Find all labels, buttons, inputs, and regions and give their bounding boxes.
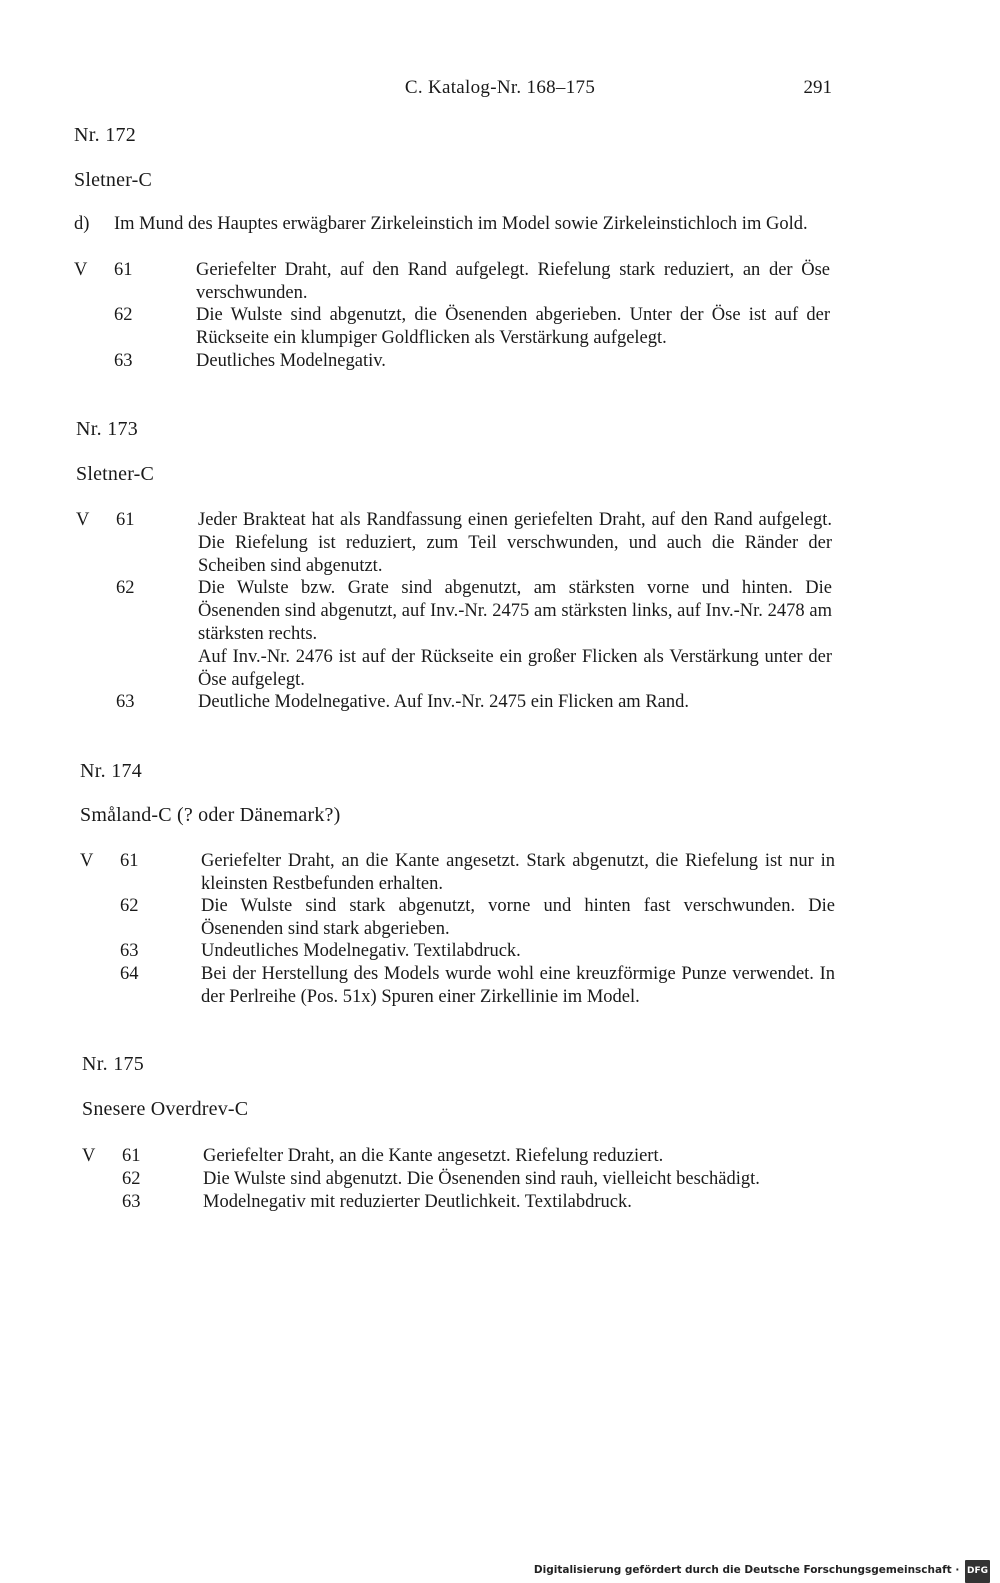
entry-number: 61	[116, 510, 135, 530]
dfg-logo: DFG	[965, 1560, 990, 1583]
entry-text: Im Mund des Hauptes erwägbarer Zirkeleinstich im Model sowie Zirkeleinstichloch im Gold.	[114, 214, 808, 234]
entry-number: 63	[116, 692, 135, 712]
find-place: Sletner-C	[76, 463, 155, 485]
entry-number: 63	[114, 351, 133, 371]
digitization-credit	[534, 1559, 990, 1583]
entry-text: Geriefelter Draht, an die Kante angesetzt. Stark abgenutzt, die Riefelung ist nur in kleinsten Restbefunden erhalten.	[201, 851, 835, 894]
entry	[80, 963, 840, 1009]
entry-number: 61	[122, 1146, 141, 1166]
entry	[74, 350, 836, 373]
running-title: C. Katalog-Nr. 168–175	[404, 77, 596, 98]
entry-text: Bei der Herstellung des Models wurde wohl eine kreuzförmige Punze verwendet. In der Perlreihe (Pos. 51x) Spuren einer Zirkellinie im Model.	[201, 964, 835, 1007]
entry-number: 61	[114, 260, 133, 280]
page-number: 291	[803, 77, 832, 98]
entry-text: Undeutliches Modelnegativ. Textilabdruck.	[201, 941, 521, 961]
entry-text: Geriefelter Draht, auf den Rand aufgelegt. Riefelung stark reduziert, an der Öse verschwunden.	[196, 260, 830, 303]
find-place: Småland-C (? oder Dänemark?)	[80, 804, 341, 826]
catalog-number: Nr. 173	[76, 418, 139, 440]
entry-number: 63	[122, 1192, 141, 1212]
entry	[76, 691, 838, 714]
entry	[76, 577, 838, 692]
entry-text: Deutliches Modelnegativ.	[196, 351, 386, 371]
entry	[80, 850, 840, 896]
entry	[80, 940, 840, 963]
catalog-number: Nr. 172	[74, 124, 137, 146]
find-place: Sletner-C	[74, 169, 153, 191]
entry-label: V	[82, 1146, 96, 1166]
entry-number: 63	[120, 941, 139, 961]
entry-text: Geriefelter Draht, an die Kante angesetzt. Riefelung reduziert.	[203, 1146, 664, 1166]
entry-text: Die Wulste bzw. Grate sind abgenutzt, am stärksten vorne und hinten. Die Ösenenden sind abgenutzt, auf Inv.-Nr. 2475 am stärksten links, auf Inv.-Nr. 2478 am stärksten rechts.	[198, 578, 832, 644]
entry-number: 62	[122, 1169, 141, 1189]
entry-text: Deutliche Modelnegative. Auf Inv.-Nr. 2475 ein Flicken am Rand.	[198, 692, 689, 712]
catalog-number: Nr. 175	[82, 1053, 145, 1075]
entry-label: V	[76, 510, 90, 530]
entry-text: Die Wulste sind abgenutzt, die Ösenenden abgerieben. Unter der Öse ist auf der Rückseite ein klumpiger Goldflicken als Verstärkung aufgelegt.	[196, 305, 830, 348]
catalog-number: Nr. 174	[80, 760, 143, 782]
entry-number: 64	[120, 964, 139, 984]
entry-number: 61	[120, 851, 139, 871]
entry	[80, 895, 840, 941]
entry	[74, 213, 836, 259]
entry-text: Modelnegativ mit reduzierter Deutlichkeit. Textilabdruck.	[203, 1192, 632, 1212]
entry-number: 62	[120, 896, 139, 916]
entry-number: 62	[114, 305, 133, 325]
entry-text: Die Wulste sind abgenutzt. Die Ösenenden sind rauh, vielleicht beschädigt.	[203, 1169, 760, 1189]
credit-text: Digitalisierung gefördert durch die Deutsche Forschungsgemeinschaft ·	[533, 1564, 960, 1576]
entry-text: Die Wulste sind stark abgenutzt, vorne und hinten fast verschwunden. Die Ösenenden sind stark abgerieben.	[201, 896, 835, 939]
entry	[74, 259, 836, 305]
entry-number: 62	[116, 578, 135, 598]
entry	[82, 1145, 842, 1168]
entry	[82, 1191, 842, 1214]
entry	[74, 304, 836, 350]
find-place: Snesere Overdrev-C	[82, 1098, 249, 1120]
entry-label: d)	[74, 214, 90, 234]
entry-text-continued: Auf Inv.-Nr. 2476 ist auf der Rückseite ein großer Flicken als Verstärkung unter der Öse aufgelegt.	[198, 647, 832, 690]
entry	[82, 1168, 842, 1191]
entry-label: V	[74, 260, 88, 280]
entry-label: V	[80, 851, 94, 871]
entry	[76, 509, 838, 578]
entry-text: Jeder Brakteat hat als Randfassung einen geriefelten Draht, auf den Rand aufgelegt. Die Riefelung ist reduziert, zum Teil verschwunden, und auch die Ränder der Scheiben sind abgenutzt.	[198, 510, 832, 576]
